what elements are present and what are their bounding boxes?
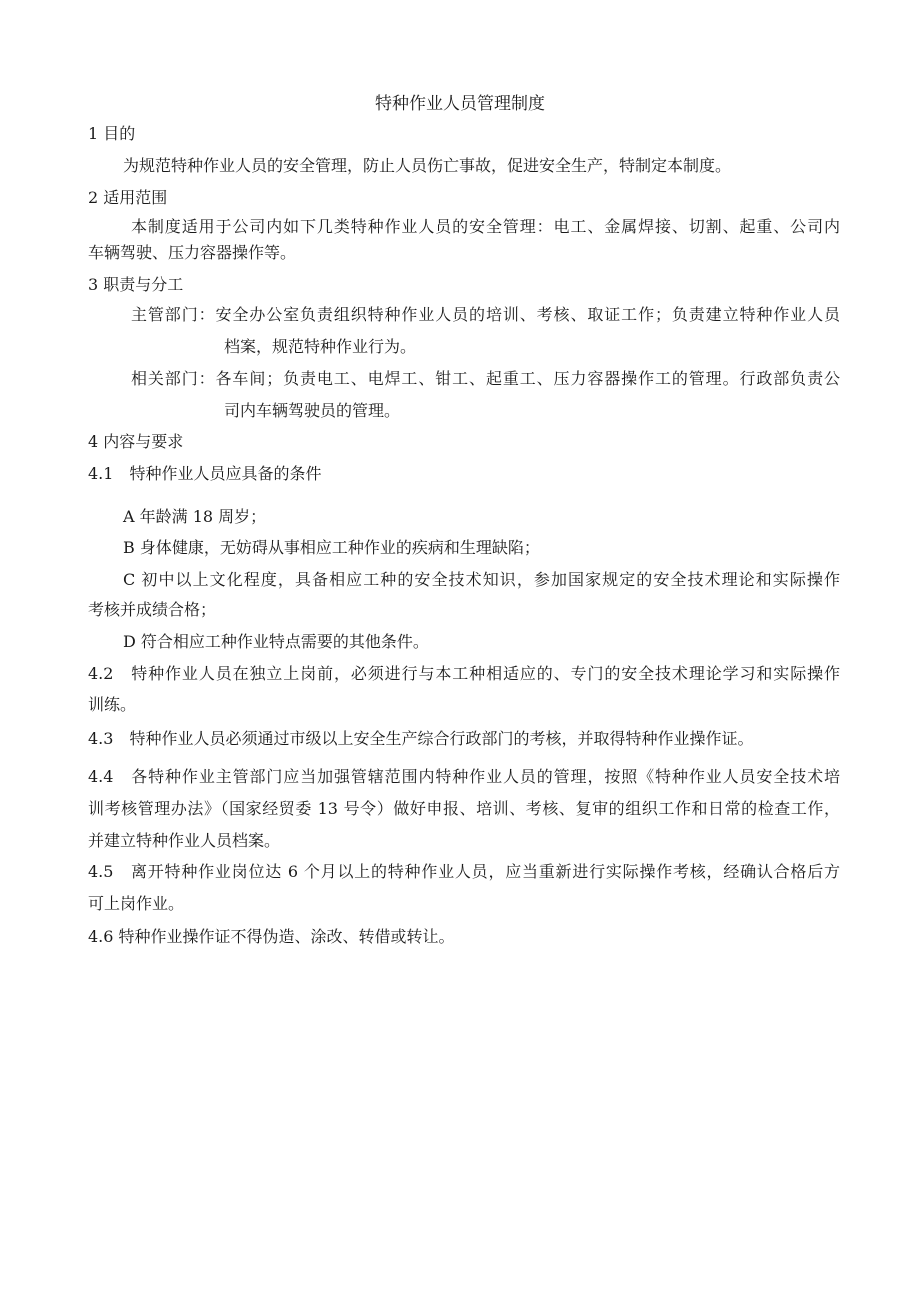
section-4-heading: 4 内容与要求 [88, 432, 184, 451]
section-4-6: 4.6 特种作业操作证不得伪造、涂改、转借或转让。 [88, 927, 455, 946]
section-3-heading: 3 职责与分工 [88, 275, 184, 294]
section-4-1-item-a: A 年龄满 18 周岁； [123, 507, 267, 526]
section-1-heading: 1 目的 [88, 124, 136, 143]
section-4-2-line-1: 4.2 特种作业人员在独立上岗前，必须进行与本工种相适应的、专门的安全技术理论学习和实际操作 [88, 664, 840, 683]
section-4-4-line-1: 4.4 各特种作业主管部门应当加强管辖范围内特种作业人员的管理，按照《特种作业人员安全技术培 [88, 767, 840, 786]
section-4-4-line-2: 训考核管理办法》（国家经贸委 13 号令）做好申报、培训、考核、复审的组织工作和日常的检查工作， [88, 799, 840, 818]
section-3-main-dept-line-1: 主管部门：安全办公室负责组织特种作业人员的培训、考核、取证工作；负责建立特种作业人员 [131, 305, 840, 324]
document-title: 特种作业人员管理制度 [375, 94, 545, 114]
section-1-text: 为规范特种作业人员的安全管理，防止人员伤亡事故，促进安全生产，特制定本制度。 [123, 156, 732, 175]
section-4-1-item-b: B 身体健康，无妨碍从事相应工种作业的疾病和生理缺陷； [123, 538, 540, 557]
section-4-5-line-1: 4.5 离开特种作业岗位达 6 个月以上的特种作业人员，应当重新进行实际操作考核，经确认合格后方 [88, 862, 840, 881]
section-2-text-line-1: 本制度适用于公司内如下几类特种作业人员的安全管理：电工、金属焊接、切割、起重、公司内 [131, 217, 840, 236]
section-4-3: 4.3 特种作业人员必须通过市级以上安全生产综合行政部门的考核，并取得特种作业操作证。 [88, 729, 754, 748]
section-2-heading: 2 适用范围 [88, 188, 168, 207]
section-4-2-line-2: 训练。 [88, 695, 137, 714]
section-4-1-item-c-line-2: 考核并成绩合格； [88, 600, 217, 619]
section-3-main-dept-line-2: 档案，规范特种作业行为。 [224, 337, 417, 356]
section-4-5-line-2: 可上岗作业。 [88, 894, 185, 913]
section-4-1-item-d: D 符合相应工种作业特点需要的其他条件。 [123, 632, 429, 651]
section-3-related-dept-line-1: 相关部门：各车间；负责电工、电焊工、钳工、起重工、压力容器操作工的管理。行政部负责公 [131, 369, 840, 388]
section-4-1-heading: 4.1 特种作业人员应具备的条件 [88, 464, 322, 483]
section-4-1-item-c-line-1: C 初中以上文化程度，具备相应工种的安全技术知识，参加国家规定的安全技术理论和实际操作 [123, 570, 840, 589]
section-3-related-dept-line-2: 司内车辆驾驶员的管理。 [224, 401, 401, 420]
section-4-4-line-3: 并建立特种作业人员档案。 [88, 831, 281, 850]
section-2-text-line-2: 车辆驾驶、压力容器操作等。 [88, 243, 297, 262]
